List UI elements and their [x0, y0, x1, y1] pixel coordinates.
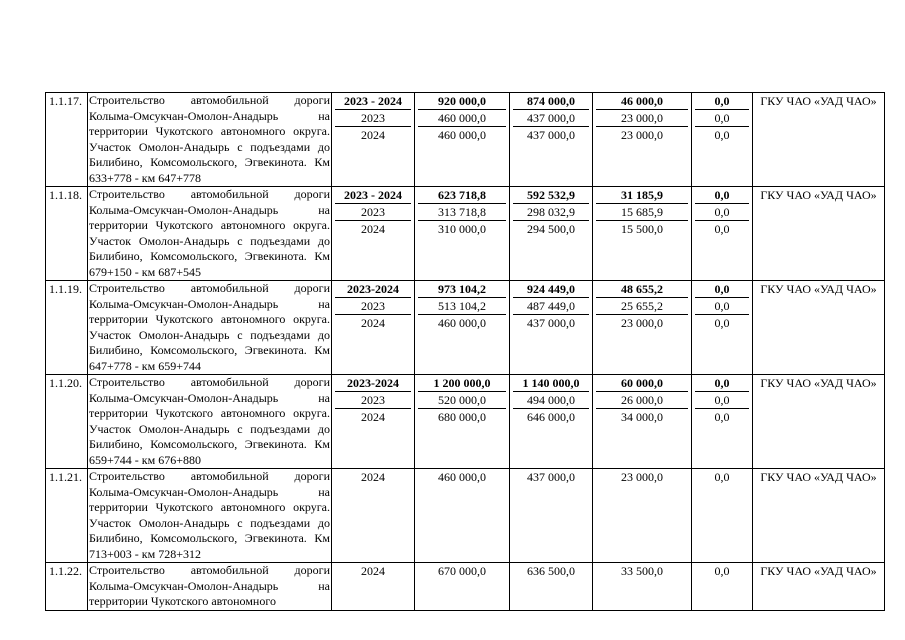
year-value: 2023 [335, 204, 411, 221]
year-value: 2024 [361, 410, 385, 424]
other-sources-cell [692, 563, 753, 611]
other-sources-cell [692, 469, 753, 563]
other-sources-value: 0,0 [714, 316, 730, 330]
table-row [46, 375, 885, 469]
year-value: 2023-2024 [335, 375, 411, 392]
federal-budget-cell [510, 93, 593, 187]
other-sources-cell [692, 93, 753, 187]
item-description-cell [88, 281, 332, 375]
total-value: 920 000,0 [418, 93, 506, 110]
other-sources-value: 0,0 [695, 204, 749, 221]
regional-budget-value: 60 000,0 [596, 375, 688, 392]
regional-budget-value: 46 000,0 [596, 93, 688, 110]
regional-budget-value: 26 000,0 [596, 392, 688, 409]
year-cell [332, 93, 415, 187]
other-sources-value: 0,0 [695, 281, 749, 298]
item-description: Строительство автомобильной дороги Колыма-Омсукчан-Омолон-Анадырь на территории Чукотского автономного округа. Участок Омолон-Анадырь с подъездами до Билибино, Комсомольского, Эгвекинота. Км 713+003 - км 728+312 [89, 469, 330, 561]
other-sources-cell [692, 187, 753, 281]
total-value: 680 000,0 [438, 410, 486, 424]
total-cell [415, 187, 510, 281]
year-cell [332, 281, 415, 375]
total-cell [415, 281, 510, 375]
item-code: 1.1.17. [46, 93, 88, 187]
year-value: 2023 [335, 392, 411, 409]
year-value: 2024 [361, 128, 385, 142]
item-code: 1.1.18. [46, 187, 88, 281]
federal-budget-value: 1 140 000,0 [513, 375, 589, 392]
other-sources-value: 0,0 [695, 392, 749, 409]
executor-cell [753, 281, 885, 375]
item-description-cell [88, 375, 332, 469]
federal-budget-value: 294 500,0 [527, 222, 575, 236]
table-row [46, 93, 885, 187]
federal-budget-value: 437 000,0 [527, 470, 575, 484]
federal-budget-value: 437 000,0 [527, 128, 575, 142]
federal-budget-value: 298 032,9 [513, 204, 589, 221]
year-cell [332, 563, 415, 611]
year-cell [332, 375, 415, 469]
item-description: Строительство автомобильной дороги Колыма-Омсукчан-Омолон-Анадырь на территории Чукотского автономного округа. Участок Омолон-Анадырь с подъездами до Билибино, Комсомольского, Эгвекинота. Км 633+778 - км 647+778 [89, 93, 330, 185]
other-sources-value: 0,0 [695, 375, 749, 392]
regional-budget-value: 48 655,2 [596, 281, 688, 298]
total-cell [415, 375, 510, 469]
other-sources-value: 0,0 [695, 187, 749, 204]
executor-cell [753, 93, 885, 187]
executor-name: ГКУ ЧАО «УАД ЧАО» [760, 188, 877, 202]
item-description-cell [88, 563, 332, 611]
regional-budget-value: 33 500,0 [621, 564, 663, 578]
year-cell [332, 187, 415, 281]
executor-name: ГКУ ЧАО «УАД ЧАО» [760, 376, 877, 390]
other-sources-value: 0,0 [714, 410, 730, 424]
regional-budget-cell [593, 187, 692, 281]
total-value: 520 000,0 [418, 392, 506, 409]
year-cell [332, 469, 415, 563]
table-row [46, 187, 885, 281]
other-sources-value: 0,0 [714, 222, 730, 236]
regional-budget-value: 23 000,0 [621, 128, 663, 142]
regional-budget-value: 31 185,9 [596, 187, 688, 204]
federal-budget-cell [510, 187, 593, 281]
federal-budget-cell [510, 469, 593, 563]
other-sources-value: 0,0 [714, 564, 730, 578]
total-cell [415, 563, 510, 611]
other-sources-value: 0,0 [714, 470, 730, 484]
program-table-body [46, 93, 885, 611]
total-value: 623 718,8 [418, 187, 506, 204]
executor-name: ГКУ ЧАО «УАД ЧАО» [760, 470, 877, 484]
executor-name: ГКУ ЧАО «УАД ЧАО» [760, 564, 877, 578]
other-sources-value: 0,0 [695, 93, 749, 110]
regional-budget-value: 23 000,0 [621, 316, 663, 330]
federal-budget-cell [510, 563, 593, 611]
federal-budget-value: 874 000,0 [513, 93, 589, 110]
total-value: 310 000,0 [438, 222, 486, 236]
total-value: 670 000,0 [438, 564, 486, 578]
federal-budget-value: 487 449,0 [513, 298, 589, 315]
total-value: 460 000,0 [438, 316, 486, 330]
executor-cell [753, 187, 885, 281]
regional-budget-value: 15 685,9 [596, 204, 688, 221]
table-row [46, 563, 885, 611]
year-value: 2023 [335, 298, 411, 315]
year-value: 2023-2024 [335, 281, 411, 298]
regional-budget-cell [593, 93, 692, 187]
program-table [45, 92, 885, 611]
federal-budget-value: 437 000,0 [527, 316, 575, 330]
regional-budget-value: 15 500,0 [621, 222, 663, 236]
total-value: 460 000,0 [438, 128, 486, 142]
federal-budget-value: 437 000,0 [513, 110, 589, 127]
other-sources-value: 0,0 [695, 298, 749, 315]
total-value: 460 000,0 [418, 110, 506, 127]
item-description: Строительство автомобильной дороги Колыма-Омсукчан-Омолон-Анадырь на территории Чукотского автономного округа. Участок Омолон-Анадырь с подъездами до Билибино, Комсомольского, Эгвекинота. Км 647+778 - км 659+744 [89, 281, 330, 373]
regional-budget-value: 23 000,0 [596, 110, 688, 127]
executor-cell [753, 563, 885, 611]
federal-budget-value: 592 532,9 [513, 187, 589, 204]
other-sources-cell [692, 281, 753, 375]
federal-budget-value: 636 500,0 [527, 564, 575, 578]
item-description-cell [88, 93, 332, 187]
year-value: 2023 [335, 110, 411, 127]
item-description: Строительство автомобильной дороги Колыма-Омсукчан-Омолон-Анадырь на территории Чукотского автономного [89, 563, 330, 608]
regional-budget-cell [593, 281, 692, 375]
executor-name: ГКУ ЧАО «УАД ЧАО» [760, 282, 877, 296]
total-value: 973 104,2 [418, 281, 506, 298]
executor-cell [753, 469, 885, 563]
table-row [46, 281, 885, 375]
item-code: 1.1.21. [46, 469, 88, 563]
other-sources-value: 0,0 [695, 110, 749, 127]
regional-budget-cell [593, 375, 692, 469]
year-value: 2024 [361, 222, 385, 236]
executor-name: ГКУ ЧАО «УАД ЧАО» [760, 94, 877, 108]
item-description: Строительство автомобильной дороги Колыма-Омсукчан-Омолон-Анадырь на территории Чукотского автономного округа. Участок Омолон-Анадырь с подъездами до Билибино, Комсомольского, Эгвекинота. Км 659+744 - км 676+880 [89, 375, 330, 467]
federal-budget-value: 646 000,0 [527, 410, 575, 424]
item-description-cell [88, 187, 332, 281]
total-value: 460 000,0 [438, 470, 486, 484]
total-value: 1 200 000,0 [418, 375, 506, 392]
other-sources-cell [692, 375, 753, 469]
year-value: 2023 - 2024 [335, 93, 411, 110]
federal-budget-value: 924 449,0 [513, 281, 589, 298]
total-value: 313 718,8 [418, 204, 506, 221]
item-code: 1.1.22. [46, 563, 88, 611]
year-value: 2024 [361, 564, 385, 578]
item-code: 1.1.20. [46, 375, 88, 469]
total-cell [415, 469, 510, 563]
item-code: 1.1.19. [46, 281, 88, 375]
regional-budget-cell [593, 469, 692, 563]
executor-cell [753, 375, 885, 469]
federal-budget-value: 494 000,0 [513, 392, 589, 409]
total-cell [415, 93, 510, 187]
federal-budget-cell [510, 375, 593, 469]
item-description: Строительство автомобильной дороги Колыма-Омсукчан-Омолон-Анадырь на территории Чукотского автономного округа. Участок Омолон-Анадырь с подъездами до Билибино, Комсомольского, Эгвекинота. Км 679+150 - км 687+545 [89, 187, 330, 279]
year-value: 2024 [361, 316, 385, 330]
federal-budget-cell [510, 281, 593, 375]
regional-budget-value: 23 000,0 [621, 470, 663, 484]
regional-budget-value: 25 655,2 [596, 298, 688, 315]
table-row [46, 469, 885, 563]
total-value: 513 104,2 [418, 298, 506, 315]
regional-budget-cell [593, 563, 692, 611]
regional-budget-value: 34 000,0 [621, 410, 663, 424]
year-value: 2023 - 2024 [335, 187, 411, 204]
item-description-cell [88, 469, 332, 563]
other-sources-value: 0,0 [714, 128, 730, 142]
year-value: 2024 [361, 470, 385, 484]
